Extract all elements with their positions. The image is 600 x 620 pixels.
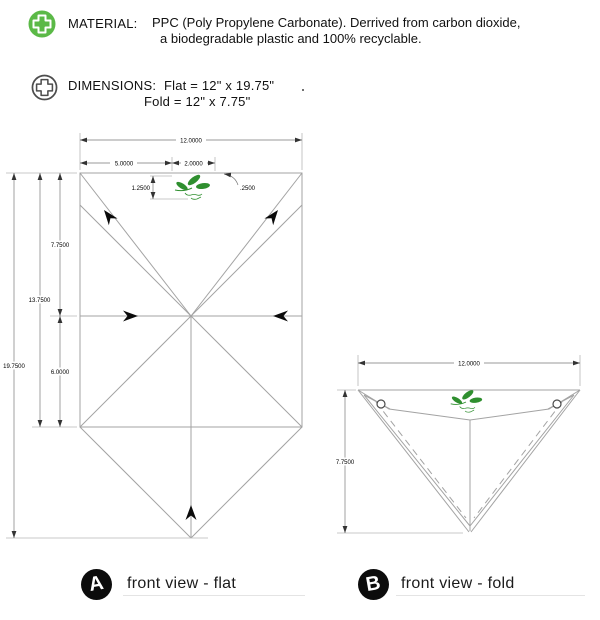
material-description-line2: a biodegradable plastic and 100% recyclable. — [160, 31, 422, 46]
dim-label-fold-height: 7.7500 — [335, 460, 355, 466]
fold-view-drawing — [332, 355, 580, 533]
leaf-logo — [175, 173, 210, 199]
dim-label-corner-radius: .2500 — [240, 186, 256, 192]
leaf-logo — [451, 389, 483, 413]
caption-front-view-fold: front view - fold — [401, 575, 515, 592]
caption-underline — [396, 595, 585, 596]
callout-b-letter: B — [364, 571, 383, 597]
material-label: MATERIAL: — [68, 16, 138, 31]
dimensions-flat-value: Flat = 12" x 19.75" — [163, 78, 275, 93]
dimensions-label: DIMENSIONS: — [68, 78, 157, 93]
dim-label-logo-offset: 5.0000 — [114, 161, 134, 168]
dim-label-body-height: 13.7500 — [28, 298, 51, 304]
callout-a-letter: A — [87, 571, 106, 597]
dim-label-logo-width: 2.0000 — [184, 161, 203, 168]
material-description-line1: PPC (Poly Propylene Carbonate). Derrived from carbon dioxide, — [152, 15, 521, 30]
dim-label-overall-height: 19.7500 — [3, 364, 25, 370]
callout-a — [81, 569, 112, 600]
dim-label-center-to-bottom: 6.0000 — [50, 370, 70, 376]
grommet-right-icon — [553, 400, 561, 408]
dim-label-fold-width: 12.0000 — [458, 361, 480, 368]
dim-label-top-to-center: 7.7500 — [50, 243, 70, 249]
grommet-left-icon — [377, 400, 385, 408]
caption-underline — [123, 595, 305, 596]
dim-label-logo-height: 1.2500 — [131, 186, 150, 192]
caption-front-view-flat: front view - flat — [127, 575, 237, 592]
dim-label-overall-width: 12.0000 — [180, 138, 202, 145]
dimensions-fold-value: Fold = 12" x 7.75" — [144, 94, 251, 109]
callout-b — [358, 569, 389, 600]
flat-view-drawing — [0, 133, 302, 538]
